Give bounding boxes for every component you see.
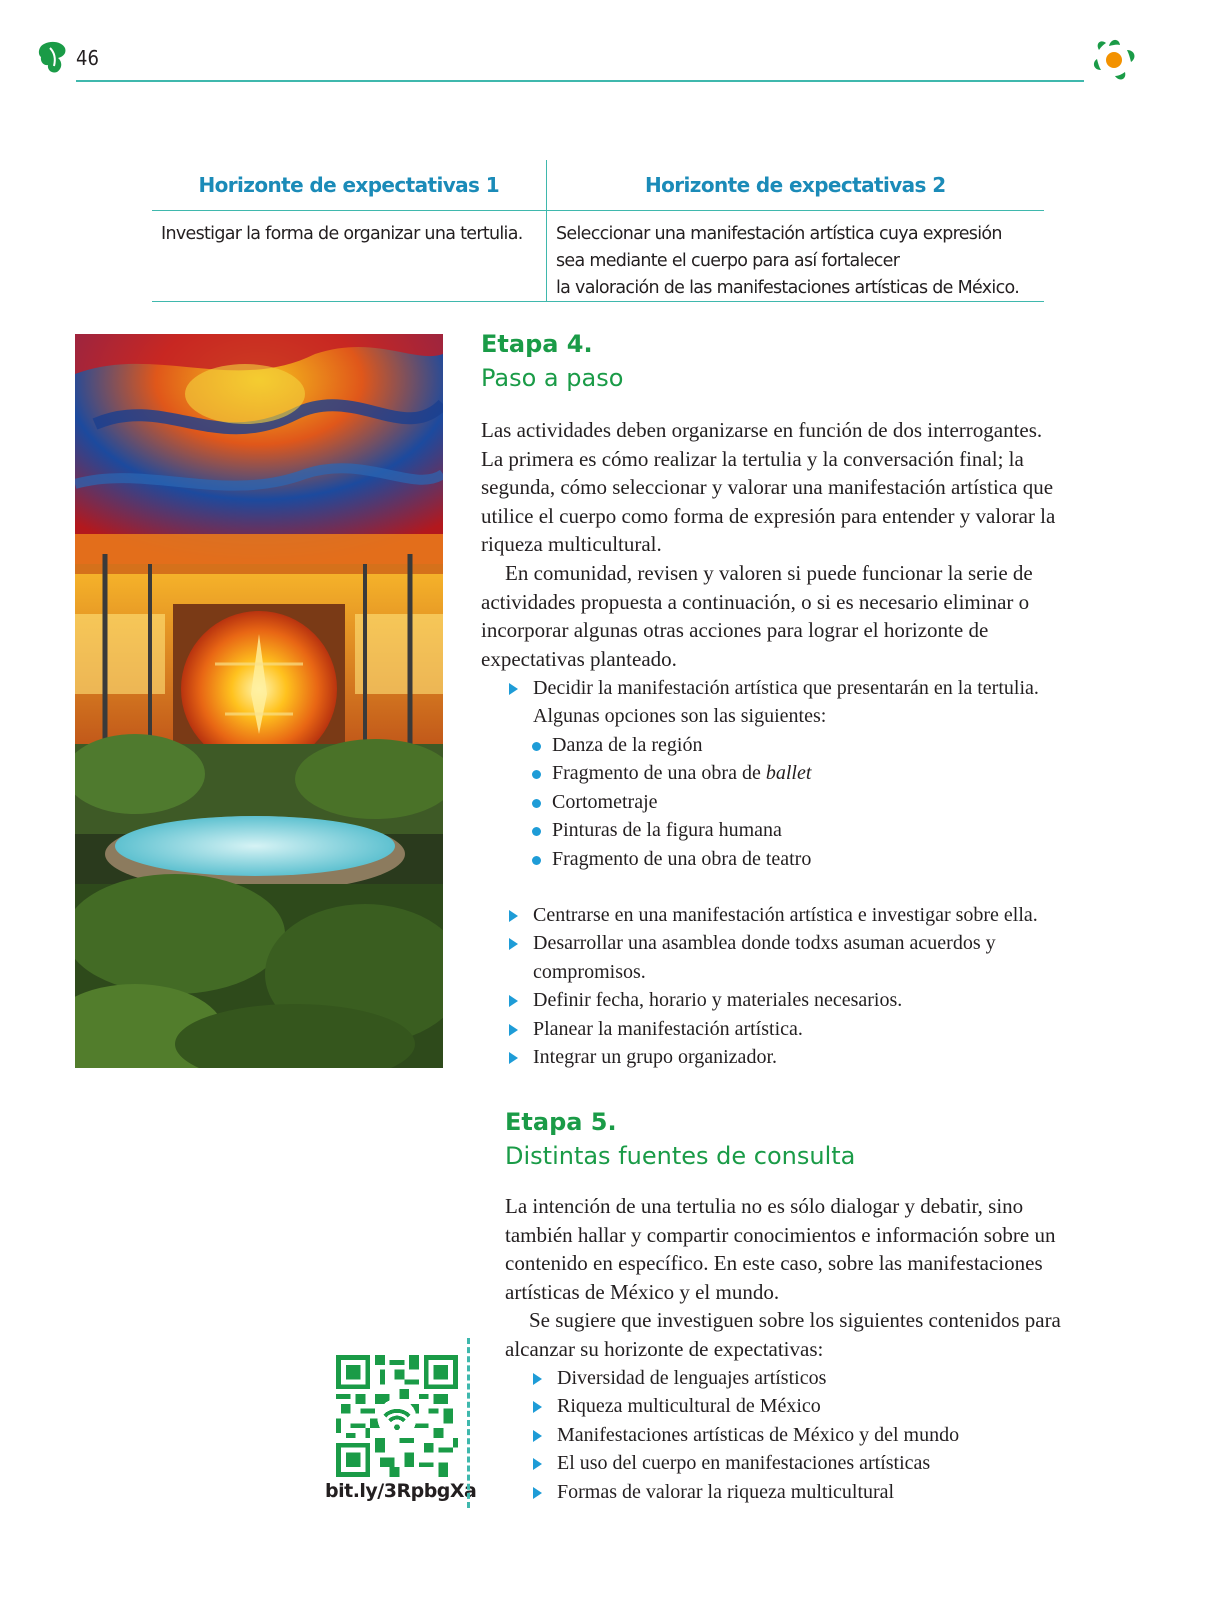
flower-icon — [1089, 34, 1139, 84]
list-item: Manifestaciones artísticas de México y del mundo — [531, 1421, 1071, 1449]
stage4-options — [530, 731, 1030, 873]
triangle-bullet-icon — [509, 910, 518, 922]
stained-glass-greenhouse-photo — [75, 334, 443, 1068]
list-item: Decidir la manifestación artística que presentarán en la tertulia. Algunas opciones son las siguientes: — [507, 674, 1067, 731]
table-cell-2-line: Seleccionar una manifestación artística cuya expresión — [556, 224, 1002, 244]
list-item: Planear la manifestación artística. — [507, 1015, 1067, 1043]
stage4-bullets — [507, 901, 1067, 1071]
list-item: Pinturas de la figura humana — [530, 816, 1030, 844]
list-item: Centrarse en una manifestación artística e investigar sobre ella. — [507, 901, 1067, 929]
stage4-number: Etapa 4. — [481, 330, 593, 358]
stage4-para1: Las actividades deben organizarse en función de dos interrogantes. La primera es cómo realizar la tertulia y la conversación final; la segunda, cómo seleccionar y valorar una manifestación artística que utilice el cuerpo como forma de expresión para entender y valorar la riqueza multicultural. — [481, 418, 1056, 557]
qr-code[interactable] — [336, 1355, 458, 1477]
list-item: Desarrollar una asamblea donde todxs asuman acuerdos y compromisos. — [507, 929, 1067, 986]
triangle-bullet-icon — [509, 683, 518, 695]
list-item: Formas de valorar la riqueza multicultural — [531, 1478, 1071, 1506]
table-row — [152, 211, 1044, 302]
table-cell-2 — [546, 211, 1044, 301]
stage5-para1: La intención de una tertulia no es sólo dialogar y debatir, sino también hallar y compartir conocimientos e información sobre un contenido en específico. En este caso, sobre las manifestaciones artísticas de México y el mundo. — [505, 1194, 1056, 1304]
stage5-title: Distintas fuentes de consulta — [505, 1142, 856, 1170]
qr-link[interactable]: bit.ly/3RpbgXa — [325, 1480, 477, 1502]
stage5-number: Etapa 5. — [505, 1108, 617, 1136]
stage4-para2: En comunidad, revisen y valoren si puede funcionar la serie de actividades propuesta a continuación, o si es necesario eliminar o incorporar algunas otras acciones para lograr el horizonte de expectativas planteado. — [481, 560, 1033, 671]
dot-bullet-icon — [532, 827, 541, 836]
dot-bullet-icon — [532, 856, 541, 865]
stage5-para2: Se sugiere que investiguen sobre los siguientes contenidos para alcanzar su horizonte de expectativas: — [505, 1308, 1061, 1361]
expectations-table — [152, 160, 1044, 302]
qr-dashed-divider — [467, 1338, 470, 1508]
table-cell-2-line: sea mediante el cuerpo para así fortalecer — [556, 251, 900, 271]
dot-bullet-icon — [532, 742, 541, 751]
list-item: Integrar un grupo organizador. — [507, 1043, 1067, 1071]
triangle-bullet-icon — [533, 1430, 542, 1442]
table-header-2: Horizonte de expectativas 2 — [546, 160, 1044, 210]
triangle-bullet-icon — [509, 995, 518, 1007]
triangle-bullet-icon — [533, 1487, 542, 1499]
stage4-paragraphs — [481, 416, 1066, 673]
list-item: Diversidad de lenguajes artísticos — [531, 1364, 1071, 1392]
list-item: Riqueza multicultural de México — [531, 1392, 1071, 1420]
dot-bullet-icon — [532, 799, 541, 808]
table-cell-2-line: la valoración de las manifestaciones artísticas de México. — [556, 278, 1020, 298]
triangle-bullet-icon — [533, 1458, 542, 1470]
triangle-bullet-icon — [509, 1052, 518, 1064]
stage4-first-bullet — [507, 674, 1067, 731]
triangle-bullet-icon — [509, 938, 518, 950]
stage5-bullets — [531, 1364, 1071, 1506]
list-item: Fragmento de una obra de ballet — [530, 759, 1030, 787]
list-item: Definir fecha, horario y materiales necesarios. — [507, 986, 1067, 1014]
triangle-bullet-icon — [509, 1024, 518, 1036]
list-item: El uso del cuerpo en manifestaciones artísticas — [531, 1449, 1071, 1477]
list-item: Danza de la región — [530, 731, 1030, 759]
page-number: 46 — [76, 46, 99, 70]
stage5-paragraphs — [505, 1192, 1070, 1364]
table-cell-1: Investigar la forma de organizar una tertulia. — [161, 224, 523, 244]
table-header-row — [152, 160, 1044, 211]
triangle-bullet-icon — [533, 1373, 542, 1385]
header-rule — [76, 80, 1084, 82]
table-header-1: Horizonte de expectativas 1 — [198, 173, 500, 197]
stage4-title: Paso a paso — [481, 364, 624, 392]
dot-bullet-icon — [532, 770, 541, 779]
triangle-bullet-icon — [533, 1401, 542, 1413]
green-leaf-logo-icon — [38, 40, 68, 74]
list-item: Fragmento de una obra de teatro — [530, 845, 1030, 873]
list-item: Cortometraje — [530, 788, 1030, 816]
